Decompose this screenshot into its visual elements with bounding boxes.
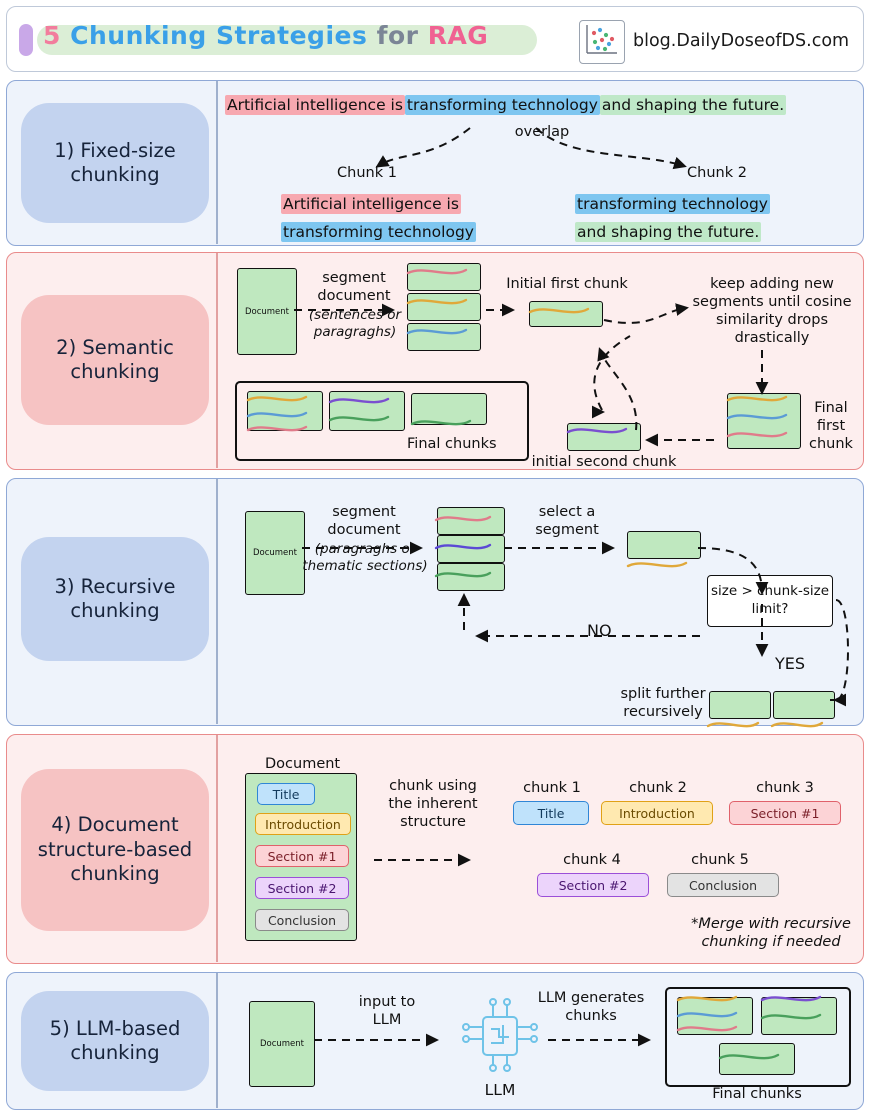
- chunk-3-label: chunk 3: [756, 780, 814, 796]
- section-document-structure: [6, 734, 864, 964]
- initial-second-chunk-label: initial second chunk: [531, 454, 677, 470]
- segment-box: [437, 563, 505, 591]
- sentence-part-2: transforming technology: [406, 96, 598, 114]
- split-further-label: split further recursively: [620, 686, 706, 721]
- section-llm-based: [6, 972, 864, 1110]
- yes-branch-label: YES: [775, 654, 806, 673]
- segment-box: [437, 535, 505, 563]
- chunk-2-label: Chunk 2: [687, 165, 747, 181]
- header-accent-bar: [19, 24, 33, 56]
- chunk-2-text: [575, 191, 770, 247]
- final-chunk-box: [247, 391, 323, 431]
- chunk-2-content: Introduction: [601, 801, 713, 825]
- doc-item-section-1: Section #1: [255, 845, 349, 867]
- section-4-label: 4) Document structure-based chunking: [21, 769, 209, 931]
- source-sentence: [225, 96, 786, 115]
- document-block: [249, 1001, 315, 1087]
- title-part-4: for: [376, 21, 419, 50]
- final-chunk-box: [761, 997, 837, 1035]
- section-2-divider: [216, 253, 218, 468]
- section-2-label: 2) Semantic chunking: [21, 295, 209, 425]
- segment-box: [407, 323, 481, 351]
- segment-box: [437, 507, 505, 535]
- segment-box: [407, 263, 481, 291]
- chunk-1-content: Title: [513, 801, 589, 825]
- chunk-2-line-2: and shaping the future.: [577, 222, 760, 241]
- initial-first-chunk-box: [529, 301, 603, 327]
- final-chunk-box: [411, 393, 487, 425]
- final-chunks-label: Final chunks: [407, 436, 497, 452]
- section-semantic: [6, 252, 864, 470]
- overlap-label: overlap: [514, 124, 570, 140]
- section-fixed-size: [6, 80, 864, 246]
- keep-adding-label: keep adding new segments until cosine similarity drops drastically: [692, 276, 852, 347]
- final-first-chunk-box: [727, 393, 801, 449]
- chunk-4-content: Section #2: [537, 873, 649, 897]
- section-5-divider: [216, 973, 218, 1108]
- chunk-3-content: Section #1: [729, 801, 841, 825]
- document-caption: Document: [265, 756, 341, 772]
- chunk-5-label: chunk 5: [691, 852, 749, 868]
- no-branch-label: NO: [587, 621, 612, 640]
- chunk-1-label: chunk 1: [523, 780, 581, 796]
- chunk-1-line-2: transforming technology: [283, 222, 474, 241]
- title-part-1: 5: [43, 21, 61, 50]
- chunk-2-label: chunk 2: [629, 780, 687, 796]
- section-1-divider: [216, 81, 218, 244]
- document-caption: Document: [252, 548, 298, 558]
- section-3-divider: [216, 479, 218, 724]
- title-part-3: Strategies: [215, 21, 368, 50]
- header: [6, 6, 864, 72]
- doc-item-conclusion: Conclusion: [255, 909, 349, 931]
- chunk-1-line-1: Artificial intelligence is: [283, 195, 459, 213]
- document-caption: Document: [259, 1039, 305, 1049]
- chunk-5-content: Conclusion: [667, 873, 779, 897]
- split-chunk-box: [709, 691, 771, 719]
- sentence-part-1: Artificial intelligence is: [227, 96, 403, 114]
- blog-url: blog.DailyDoseofDS.com: [633, 31, 850, 51]
- input-to-llm-label: input to LLM: [358, 994, 416, 1029]
- page-title: [43, 21, 488, 50]
- scatter-plot-icon: [579, 20, 625, 64]
- chunk-1-text: [281, 191, 476, 247]
- segment-document-sublabel: (paragraghs or thematic sections): [302, 541, 428, 574]
- segment-box: [407, 293, 481, 321]
- final-chunks-label: Final chunks: [712, 1086, 802, 1102]
- size-limit-decision: size > chunk-size limit?: [707, 575, 833, 627]
- llm-generates-chunks-label: LLM generates chunks: [537, 990, 645, 1025]
- doc-item-section-2: Section #2: [255, 877, 349, 899]
- initial-second-chunk-box: [567, 423, 641, 451]
- select-segment-label: select a segment: [535, 504, 599, 539]
- split-chunk-box: [773, 691, 835, 719]
- chunk-using-structure-label: chunk using the inherent structure: [388, 778, 478, 831]
- sentence-part-3: and shaping the future.: [601, 96, 785, 114]
- final-chunk-box: [719, 1043, 795, 1075]
- chunk-2-line-1: transforming technology: [577, 195, 768, 213]
- section-5-label: 5) LLM-based chunking: [21, 991, 209, 1091]
- title-part-5: RAG: [427, 21, 489, 50]
- title-part-2: Chunking: [70, 21, 207, 50]
- doc-item-title: Title: [257, 783, 315, 805]
- initial-first-chunk-label: Initial first chunk: [506, 276, 628, 292]
- section-recursive: [6, 478, 864, 726]
- document-block: [237, 268, 297, 355]
- segment-document-sublabel: (sentences or paragraghs): [308, 307, 402, 340]
- document-caption: Document: [244, 306, 290, 317]
- chunk-1-label: Chunk 1: [337, 165, 397, 181]
- final-first-chunk-label: Final first chunk: [809, 400, 853, 453]
- segment-document-label: segment document: [327, 504, 401, 539]
- merge-note: *Merge with recursive chunking if needed: [691, 916, 851, 951]
- doc-item-introduction: Introduction: [255, 813, 351, 835]
- llm-label: LLM: [484, 1081, 516, 1099]
- final-chunk-box: [677, 997, 753, 1035]
- selected-segment-box: [627, 531, 701, 559]
- final-chunk-box: [329, 391, 405, 431]
- segment-document-label: segment document: [317, 270, 391, 305]
- section-1-label: 1) Fixed-size chunking: [21, 103, 209, 223]
- section-3-label: 3) Recursive chunking: [21, 537, 209, 661]
- chunk-4-label: chunk 4: [563, 852, 621, 868]
- section-4-divider: [216, 735, 218, 962]
